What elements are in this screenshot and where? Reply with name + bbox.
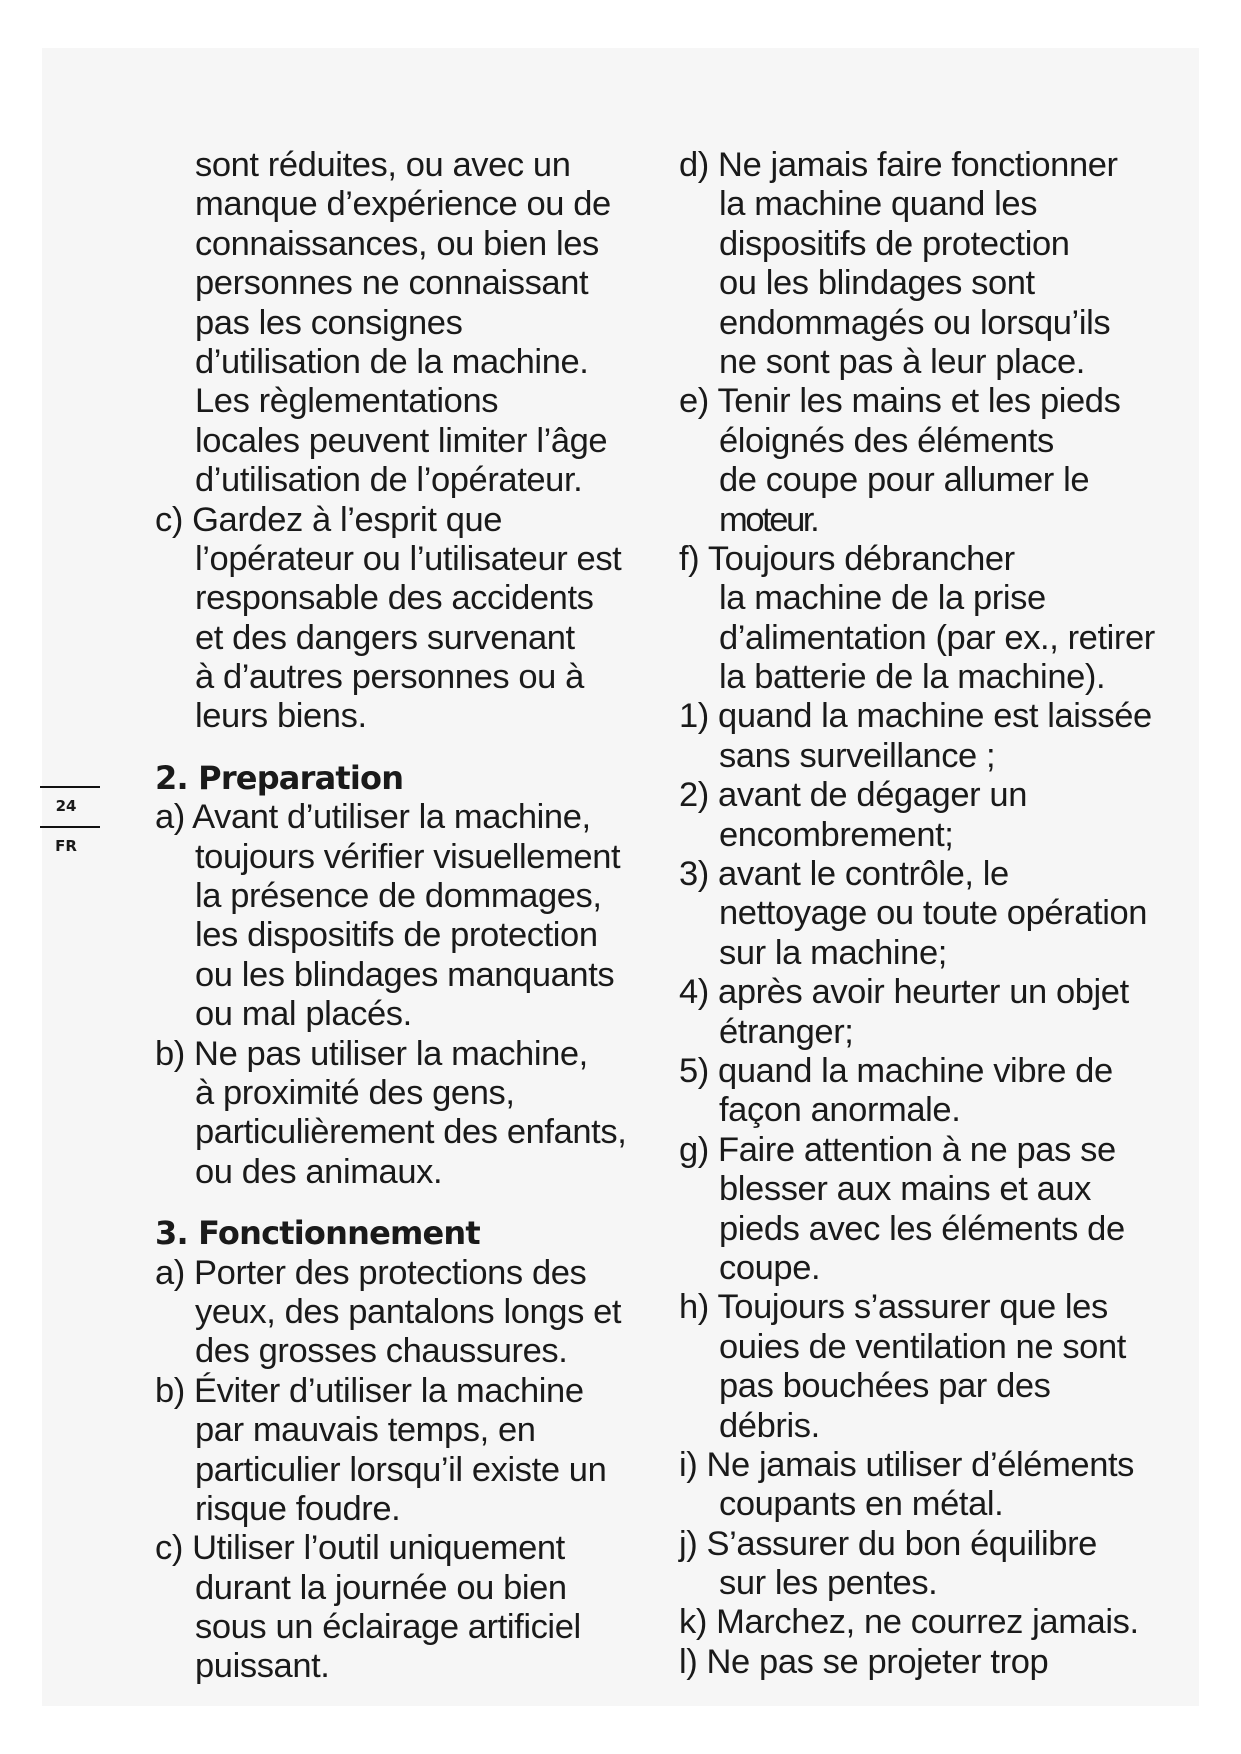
text-line: puissant. (195, 1647, 330, 1686)
text-line: ouies de ventilation ne sont (719, 1327, 1126, 1366)
text-line: b) Ne pas utiliser la machine, (155, 1034, 588, 1073)
text-line: d’alimentation (par ex., retirer (719, 618, 1155, 657)
text-line: éloignés des éléments (719, 421, 1054, 460)
text-line: e) Tenir les mains et les pieds (679, 382, 1121, 421)
text-line: pas bouchées par des (719, 1367, 1051, 1406)
condensed-word: moteur. (719, 500, 818, 539)
text-line: étranger; (719, 1012, 854, 1051)
text-line: a) Porter des protections des (155, 1253, 587, 1292)
text-line: 2) avant de dégager un (679, 776, 1027, 815)
text-line: les dispositifs de protection (195, 916, 598, 955)
text-line: ou mal placés. (195, 995, 412, 1034)
section-gap (155, 737, 655, 759)
text-line: d’utilisation de l’opérateur. (195, 461, 583, 500)
text-line: Les règlementations (195, 382, 499, 421)
text-line: d’utilisation de la machine. (195, 342, 589, 381)
text-line: g) Faire attention à ne pas se (679, 1130, 1116, 1169)
text-line: connaissances, ou bien les (195, 224, 599, 263)
text-line: c) Utiliser l’outil uniquement (155, 1529, 565, 1568)
text-line: ou les blindages sont (719, 264, 1035, 303)
text-line: i) Ne jamais utiliser d’éléments (679, 1445, 1135, 1484)
text-line: nettoyage ou toute opération (719, 894, 1148, 933)
text-line: la machine quand les (719, 185, 1038, 224)
text-line: sur les pentes. (719, 1564, 938, 1603)
section-heading: 2. Preparation (155, 758, 404, 797)
text-line: risque foudre. (195, 1489, 401, 1528)
text-line: ou des animaux. (195, 1152, 443, 1191)
text-line: particulièrement des enfants, (195, 1113, 627, 1152)
text-line: b) Éviter d’utiliser la machine (155, 1371, 584, 1410)
text-line: la présence de dommages, (195, 877, 602, 916)
text-line: responsable des accidents (195, 579, 594, 618)
manual-page (42, 48, 1199, 1706)
text-line: 4) après avoir heurter un objet (679, 973, 1129, 1012)
text-line: endommagés ou lorsqu’ils (719, 303, 1111, 342)
text-line: h) Toujours s’assurer que les (679, 1288, 1108, 1327)
text-line: 3) avant le contrôle, le (679, 855, 1009, 894)
text-line: débris. (719, 1406, 820, 1445)
text-line: toujours vérifier visuellement (195, 837, 621, 876)
left-text-column (155, 146, 655, 1687)
text-line: locales peuvent limiter l’âge (195, 421, 608, 460)
text-line: coupants en métal. (719, 1485, 1004, 1524)
text-line: sur la machine; (719, 933, 947, 972)
text-line (679, 501, 1204, 540)
text-line: à proximité des gens, (195, 1073, 515, 1112)
text-line: l) Ne pas se projeter trop (679, 1642, 1049, 1681)
text-line: manque d’expérience ou de (195, 185, 611, 224)
text-line: a) Avant d’utiliser la machine, (155, 798, 591, 837)
text-line: sous un éclairage artificiel (195, 1608, 581, 1647)
section-gap (155, 1192, 655, 1214)
text-line: la batterie de la machine). (719, 658, 1106, 697)
text-line: la machine de la prise (719, 579, 1046, 618)
text-line: des grosses chaussures. (195, 1332, 568, 1371)
text-line: coupe. (719, 1248, 821, 1287)
text-line: 5) quand la machine vibre de (679, 1051, 1113, 1090)
text-line: yeux, des pantalons longs et (195, 1292, 622, 1331)
text-line: d) Ne jamais faire fonctionner (679, 146, 1118, 184)
text-line: à d’autres personnes ou à (195, 658, 584, 697)
text-line: de coupe pour allumer le (719, 461, 1090, 500)
page-number: 24 (55, 797, 77, 815)
text-line: durant la journée ou bien (195, 1568, 567, 1607)
text-line: l’opérateur ou l’utilisateur est (195, 539, 622, 578)
text-line: sans surveillance ; (719, 736, 996, 775)
text-line: j) S’assurer du bon équilibre (679, 1524, 1097, 1563)
text-line: 1) quand la machine est laissée (679, 697, 1152, 736)
text-line: ne sont pas à leur place. (719, 342, 1085, 381)
text-line: f) Toujours débrancher (679, 539, 1015, 578)
text-line: blesser aux mains et aux (719, 1170, 1092, 1209)
text-line: leurs biens. (195, 697, 367, 736)
page-marker (40, 786, 100, 866)
text-line: dispositifs de protection (719, 224, 1070, 263)
text-line: encombrement; (719, 815, 954, 854)
text-line: façon anormale. (719, 1091, 961, 1130)
text-line: personnes ne connaissant (195, 264, 589, 303)
section-heading: 3. Fonctionnement (155, 1214, 480, 1253)
right-text-column (679, 146, 1204, 1682)
text-line: k) Marchez, ne courrez jamais. (679, 1603, 1139, 1642)
text-line: sont réduites, ou avec un (195, 146, 571, 184)
text-line: pieds avec les éléments de (719, 1209, 1125, 1248)
text-line: par mauvais temps, en (195, 1411, 536, 1450)
text-line: c) Gardez à l’esprit que (155, 500, 503, 539)
language-code: FR (55, 837, 77, 855)
text-line: et des dangers survenant (195, 618, 575, 657)
text-line: particulier lorsqu’il existe un (195, 1450, 607, 1489)
text-line: pas les consignes (195, 303, 463, 342)
text-line: ou les blindages manquants (195, 955, 615, 994)
